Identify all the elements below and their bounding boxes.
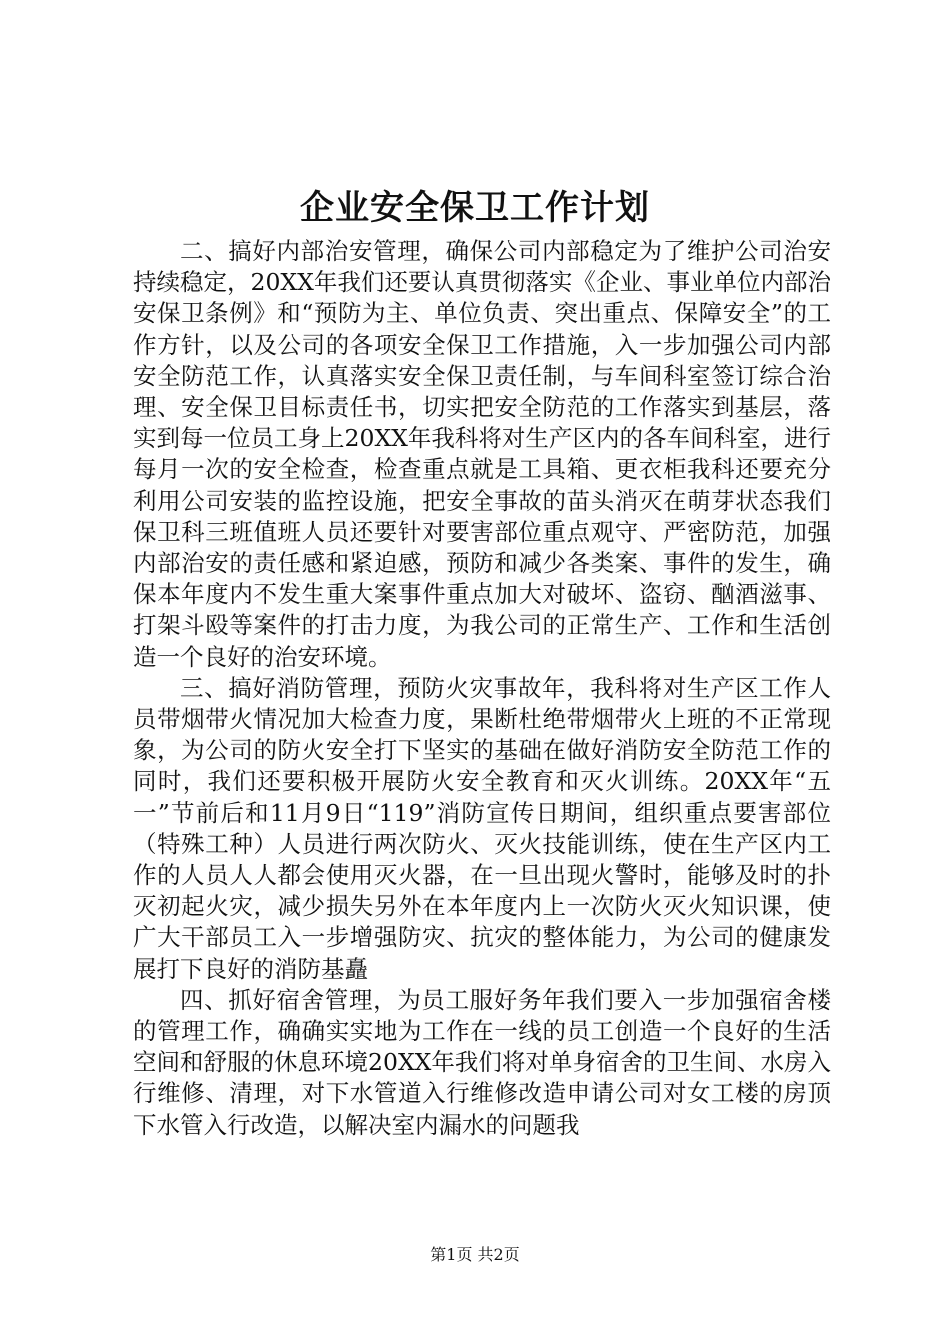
document-body [133, 236, 831, 1141]
page-number-footer: 第1页 共2页 [430, 1245, 520, 1264]
paragraph-fire-safety: 三、搞好消防管理，预防火灾事故年，我科将对生产区工作人员带烟带火情况加大检查力度，果断杜绝带烟带火上班的不正常现象，为公司的防火安全打下坚实的基础在做好消防安全防范工作的同时，我们还要积极开展防火安全教育和灭火训练。20XX年“五一”节前后和11月9日“119”消防宣传日期间，组织重点要害部位（特殊工种）人员进行两次防火、灭火技能训练，使在生产区内工作的人员人人都会使用灭火器，在一旦出现火警时，能够及时的扑灭初起火灾，减少损失另外在本年度内上一次防火灭火知识课，使广大干部员工入一步增强防灾、抗灾的整体能力，为公司的健康发展打下良好的消防基矗 [133, 673, 831, 983]
paragraph-dormitory: 四、抓好宿舍管理，为员工服好务年我们要入一步加强宿舍楼的管理工作，确确实实地为工作在一线的员工创造一个良好的生活空间和舒服的休息环境20XX年我们将对单身宿舍的卫生间、水房入行维修、清理，对下水管道入行维修改造申请公司对女工楼的房顶下水管入行改造，以解决室内漏水的问题我 [133, 985, 831, 1139]
document-title: 企业安全保卫工作计划 [300, 188, 650, 228]
paragraph-security: 二、搞好内部治安管理，确保公司内部稳定为了维护公司治安持续稳定，20XX年我们还要认真贯彻落实《企业、事业单位内部治安保卫条例》和“预防为主、单位负责、突出重点、保障安全”的工作方针，以及公司的各项安全保卫工作措施，入一步加强公司内部安全防范工作，认真落实安全保卫责任制，与车间科室签订综合治理、安全保卫目标责任书，切实把安全防范的工作落实到基层，落实到每一位员工身上20XX年我科将对生产区内的各车间科室，进行每月一次的安全检查，检查重点就是工具箱、更衣柜我科还要充分利用公司安装的监控设施，把安全事故的苗头消灭在萌芽状态我们保卫科三班值班人员还要针对要害部位重点观守、严密防范，加强内部治安的责任感和紧迫感，预防和减少各类案、事件的发生，确保本年度内不发生重大案事件重点加大对破坏、盗窃、酗酒滋事、打架斗殴等案件的打击力度，为我公司的正常生产、工作和生活创造一个良好的治安环境。 [133, 237, 831, 671]
